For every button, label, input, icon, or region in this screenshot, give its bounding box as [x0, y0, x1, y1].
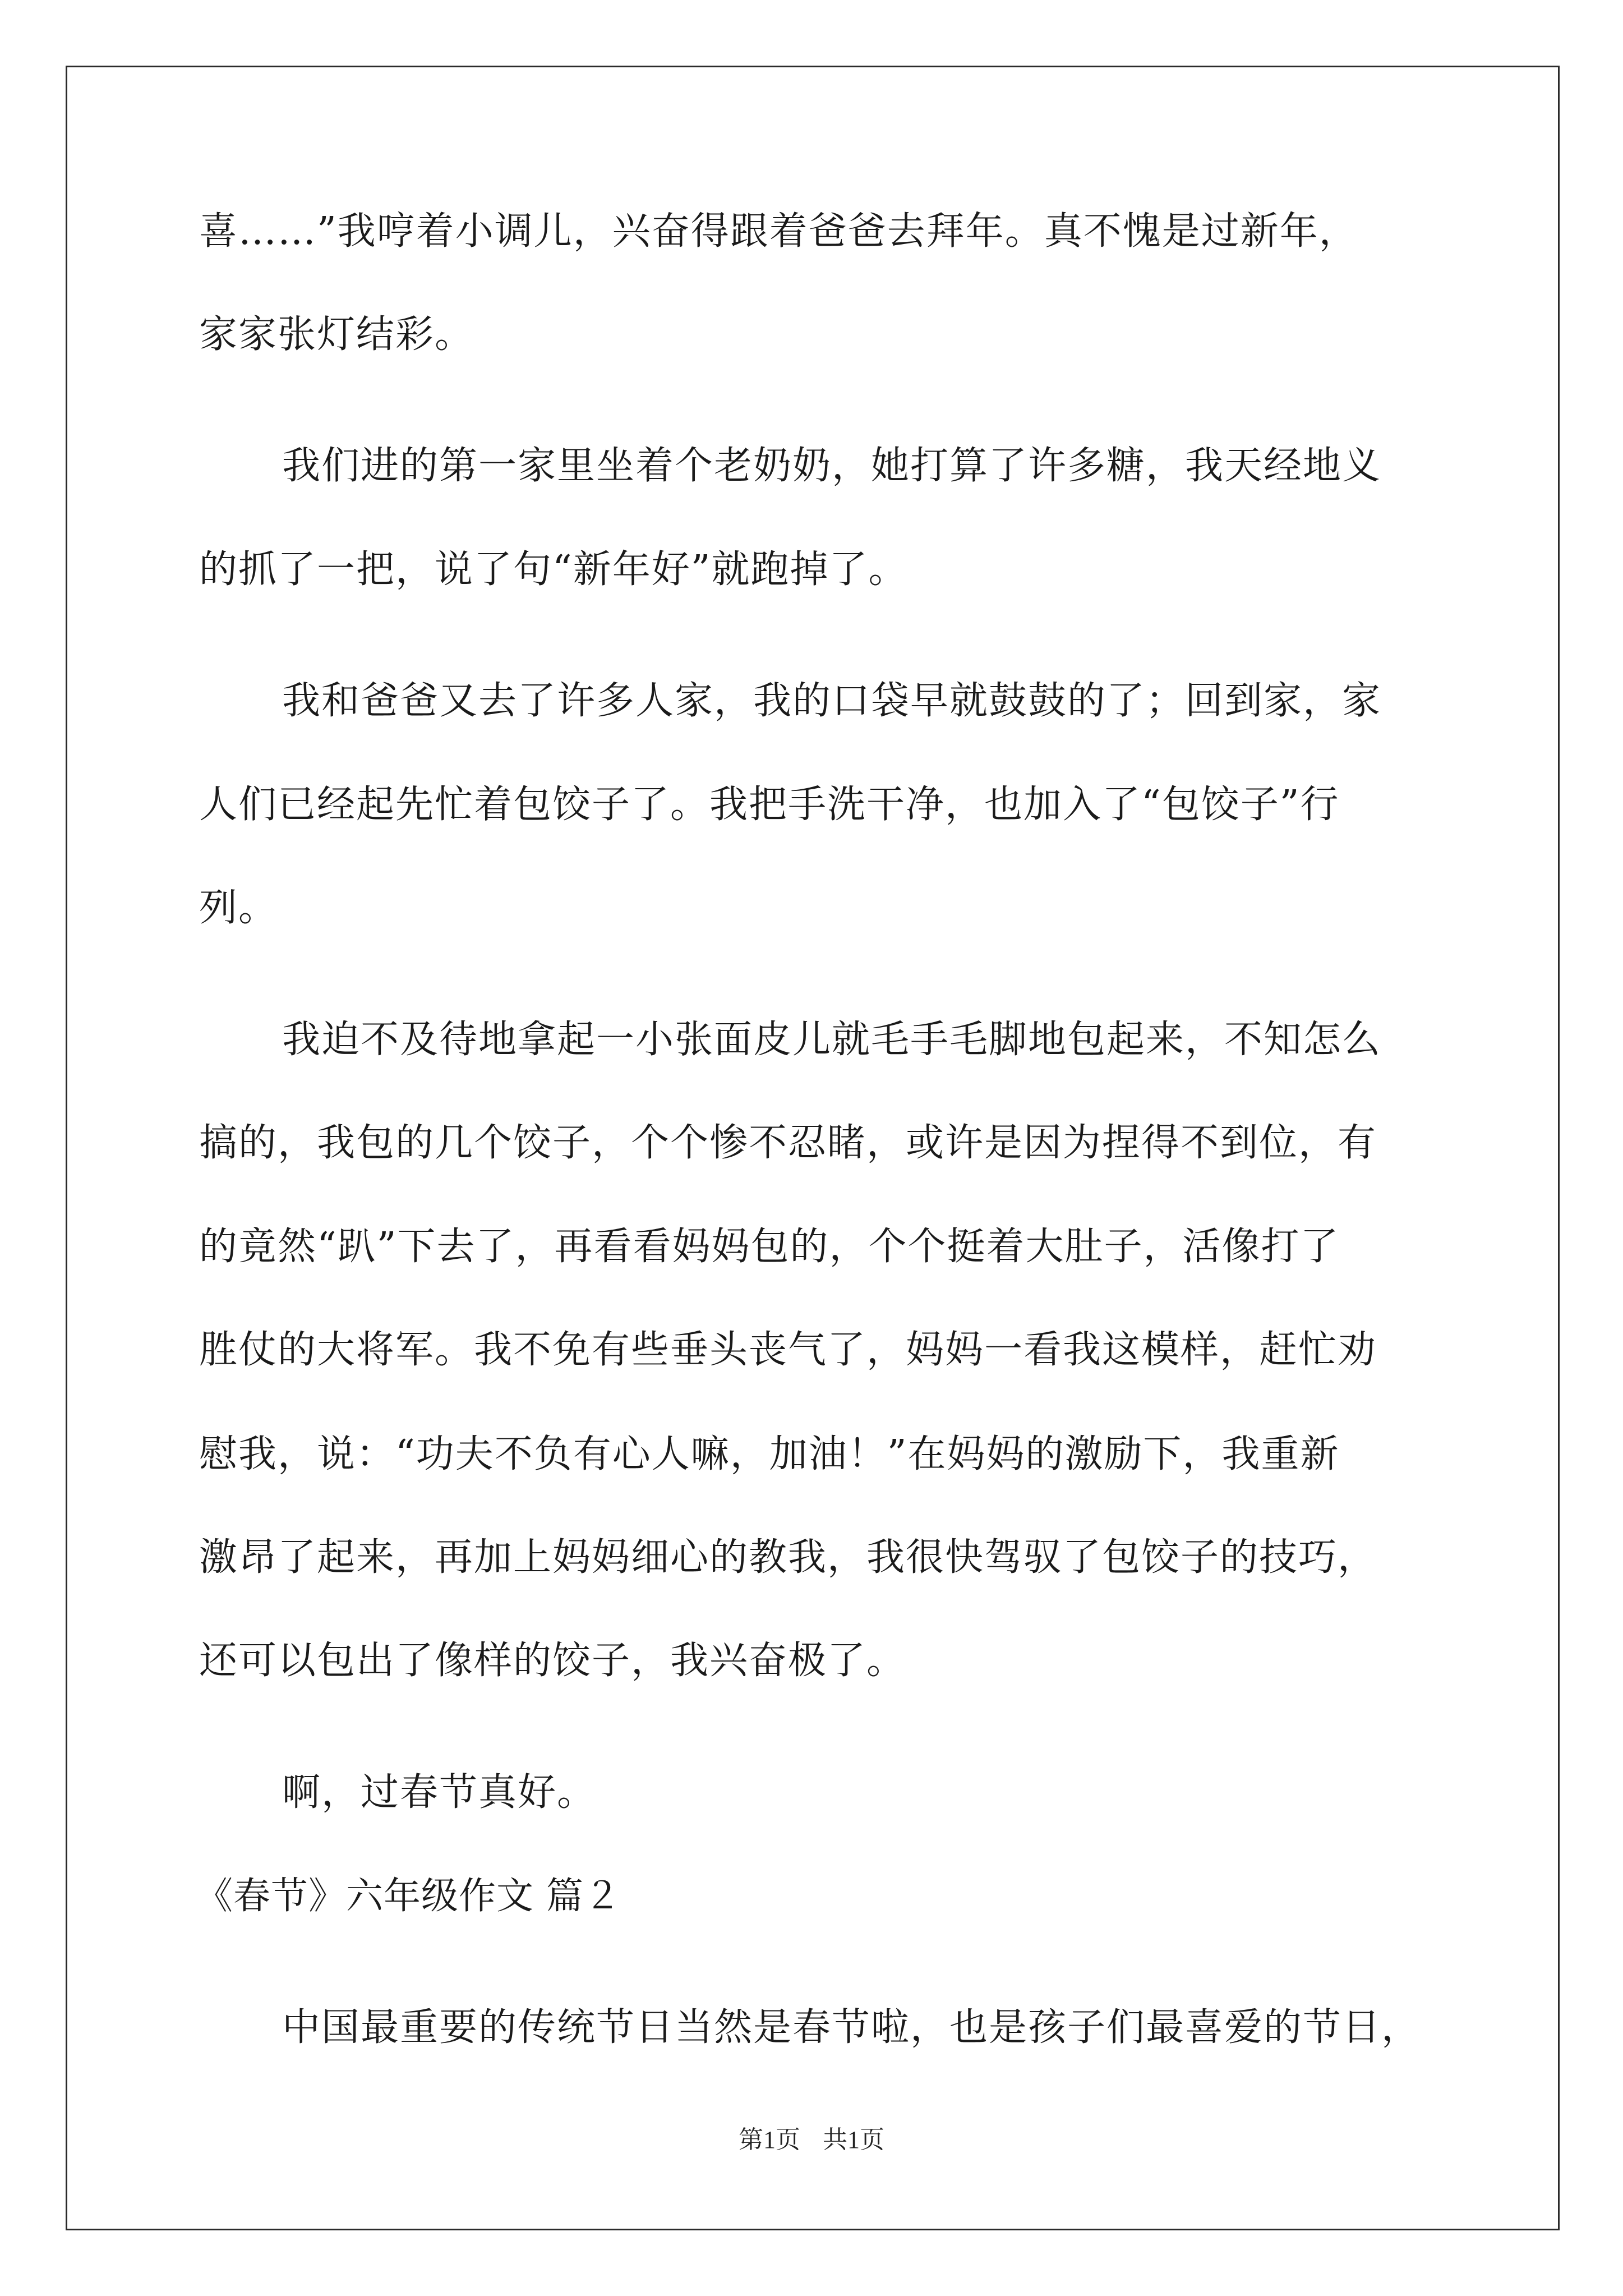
- text-line: 的竟然“趴”下去了，再看看妈妈包的，个个挺着大肚子，活像打了: [199, 1225, 1340, 1269]
- paragraph-start-line: 啊，过春节真好。: [282, 1770, 597, 1815]
- text-line: 胜仗的大将军。我不免有些垂头丧气了，妈妈一看我这模样，赶忙劝: [199, 1328, 1377, 1372]
- text-line: 列。: [199, 886, 278, 930]
- text-line: 慰我，说：“功夫不负有心人嘛，加油！”在妈妈的激励下，我重新: [199, 1432, 1340, 1476]
- paragraph-start-line: 我和爸爸又去了许多人家，我的口袋早就鼓鼓的了；回到家，家: [282, 679, 1382, 723]
- page-footer: [0, 2126, 1623, 2154]
- page-total: 共1页: [823, 2126, 884, 2154]
- paragraph-start-line: 中国最重要的传统节日当然是春节啦，也是孩子们最喜爱的节日，: [282, 2005, 1421, 2050]
- text-line: 人们已经起先忙着包饺子了。我把手洗干净，也加入了“包饺子”行: [199, 783, 1340, 827]
- text-line: 家家张灯结彩。: [199, 312, 474, 357]
- text-line: 激昂了起来，再加上妈妈细心的教我，我很快驾驭了包饺子的技巧，: [199, 1535, 1377, 1580]
- section-heading: 《春节》六年级作文 篇２: [196, 1874, 621, 1917]
- text-line: 的抓了一把，说了句“新年好”就跑掉了。: [199, 547, 908, 592]
- text-line: 搞的，我包的几个饺子，个个惨不忍睹，或许是因为捏得不到位，有: [199, 1121, 1377, 1165]
- text-line: 还可以包出了像样的饺子，我兴奋极了。: [199, 1639, 906, 1683]
- paragraph-start-line: 我迫不及待地拿起一小张面皮儿就毛手毛脚地包起来，不知怎么: [282, 1018, 1382, 1062]
- page-number: 第1页: [739, 2126, 800, 2154]
- paragraph-start-line: 我们进的第一家里坐着个老奶奶，她打算了许多糖，我天经地义: [282, 444, 1382, 488]
- text-line: 喜……”我哼着小调儿，兴奋得跟着爸爸去拜年。真不愧是过新年，: [199, 209, 1358, 254]
